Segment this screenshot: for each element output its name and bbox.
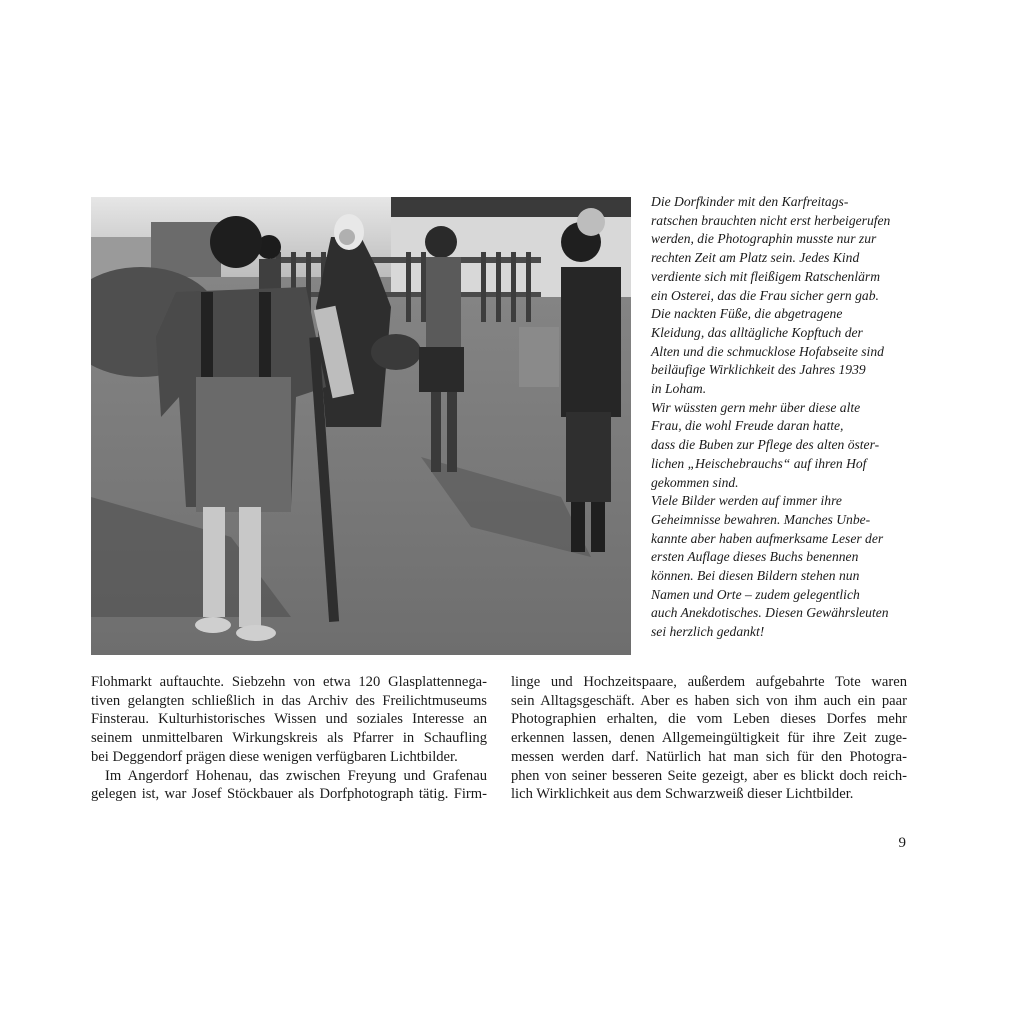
body-text-line: bei Deggendorf prägen diese wenigen verfügbaren Lichtbilder. xyxy=(91,748,458,765)
caption-line: werden, die Photographin musste nur zur xyxy=(651,231,877,247)
caption-line: auch Anekdotisches. Diesen Gewährsleuten xyxy=(651,605,889,621)
caption-line: verdiente sich mit fleißigem Ratschenlärm xyxy=(651,268,881,284)
caption-line: Kleidung, das alltägliche Kopftuch der xyxy=(651,324,863,340)
caption-line: in Loham. xyxy=(651,381,707,397)
caption-line: können. Bei diesen Bildern stehen nun xyxy=(651,568,860,584)
caption-line: sei herzlich gedankt! xyxy=(651,624,765,640)
caption-line: gekommen sind. xyxy=(651,474,739,490)
caption-line: lichen „Heischebrauchs“ auf ihren Hof xyxy=(651,455,867,471)
page-number: 9 xyxy=(898,835,906,851)
body-text-line: Flohmarkt auftauchte. Siebzehn von etwa 120 Glasplattennega- xyxy=(91,674,487,690)
body-text-line: phen von seiner besseren Seite gezeigt, aber es blickt doch reich- xyxy=(511,767,907,784)
caption-line: beiläufige Wirklichkeit des Jahres 1939 xyxy=(651,362,866,378)
body-text-line: Photographien erhalten, die vom Leben dieses Dorfes mehr xyxy=(511,711,907,728)
body-text-line: sein Alltagsgeschäft. Aber es haben sich von ihm auch ein paar xyxy=(511,692,907,709)
caption-line: rechten Zeit am Platz sein. Jedes Kind xyxy=(651,250,860,266)
caption-line: Die Dorfkinder mit den Karfreitags- xyxy=(651,194,849,209)
caption-line: ein Osterei, das die Frau sicher gern gab. xyxy=(651,287,879,303)
caption-line: ersten Auflage dieses Buchs benennen xyxy=(651,549,859,565)
historical-photograph xyxy=(91,197,631,655)
body-column-left xyxy=(91,673,487,804)
body-text-line: Im Angerdorf Hohenau, das zwischen Freyung und Grafenau xyxy=(105,767,487,784)
body-text-line: Finsterau. Kulturhistorisches Wissen und soziales Interesse an xyxy=(91,711,487,728)
photo-caption xyxy=(651,193,913,642)
body-column-right xyxy=(511,673,907,804)
caption-line: Alten und die schmucklose Hofabseite sind xyxy=(651,343,884,359)
body-text-line: messen werden darf. Natürlich hat man sich für den Photogra- xyxy=(511,748,907,765)
caption-line: Frau, die wohl Freude daran hatte, xyxy=(651,418,844,434)
caption-line: Wir wüssten gern mehr über diese alte xyxy=(651,399,861,415)
caption-line: Namen und Orte – zudem gelegentlich xyxy=(651,586,860,602)
body-text-line: linge und Hochzeitspaare, außerdem aufgebahrte Tote waren xyxy=(511,674,907,690)
caption-line: Die nackten Füße, die abgetragene xyxy=(651,306,843,322)
body-text-line: gelegen ist, war Josef Stöckbauer als Dorfphotograph tätig. Firm- xyxy=(91,786,487,803)
caption-line: ratschen brauchten nicht erst herbeigerufen xyxy=(651,212,891,228)
caption-line: kannte aber haben aufmerksame Leser der xyxy=(651,530,884,546)
caption-line: Viele Bilder werden auf immer ihre xyxy=(651,493,842,509)
body-text-line: erkennen lassen, denen Allgemeingültigkeit für ihre Zeit zuge- xyxy=(511,730,907,747)
body-text-line: tiven gelangten schließlich in das Archiv des Freilichtmuseums xyxy=(91,692,487,709)
caption-line: Geheimnisse bewahren. Manches Unbe- xyxy=(651,511,871,527)
body-text-line: lich Wirklichkeit aus dem Schwarzweiß dieser Lichtbilder. xyxy=(511,786,854,803)
body-text-line: seinem unmittelbaren Wirkungskreis als Pfarrer in Schaufling xyxy=(91,730,487,747)
caption-line: dass die Buben zur Pflege des alten öster- xyxy=(651,437,880,453)
